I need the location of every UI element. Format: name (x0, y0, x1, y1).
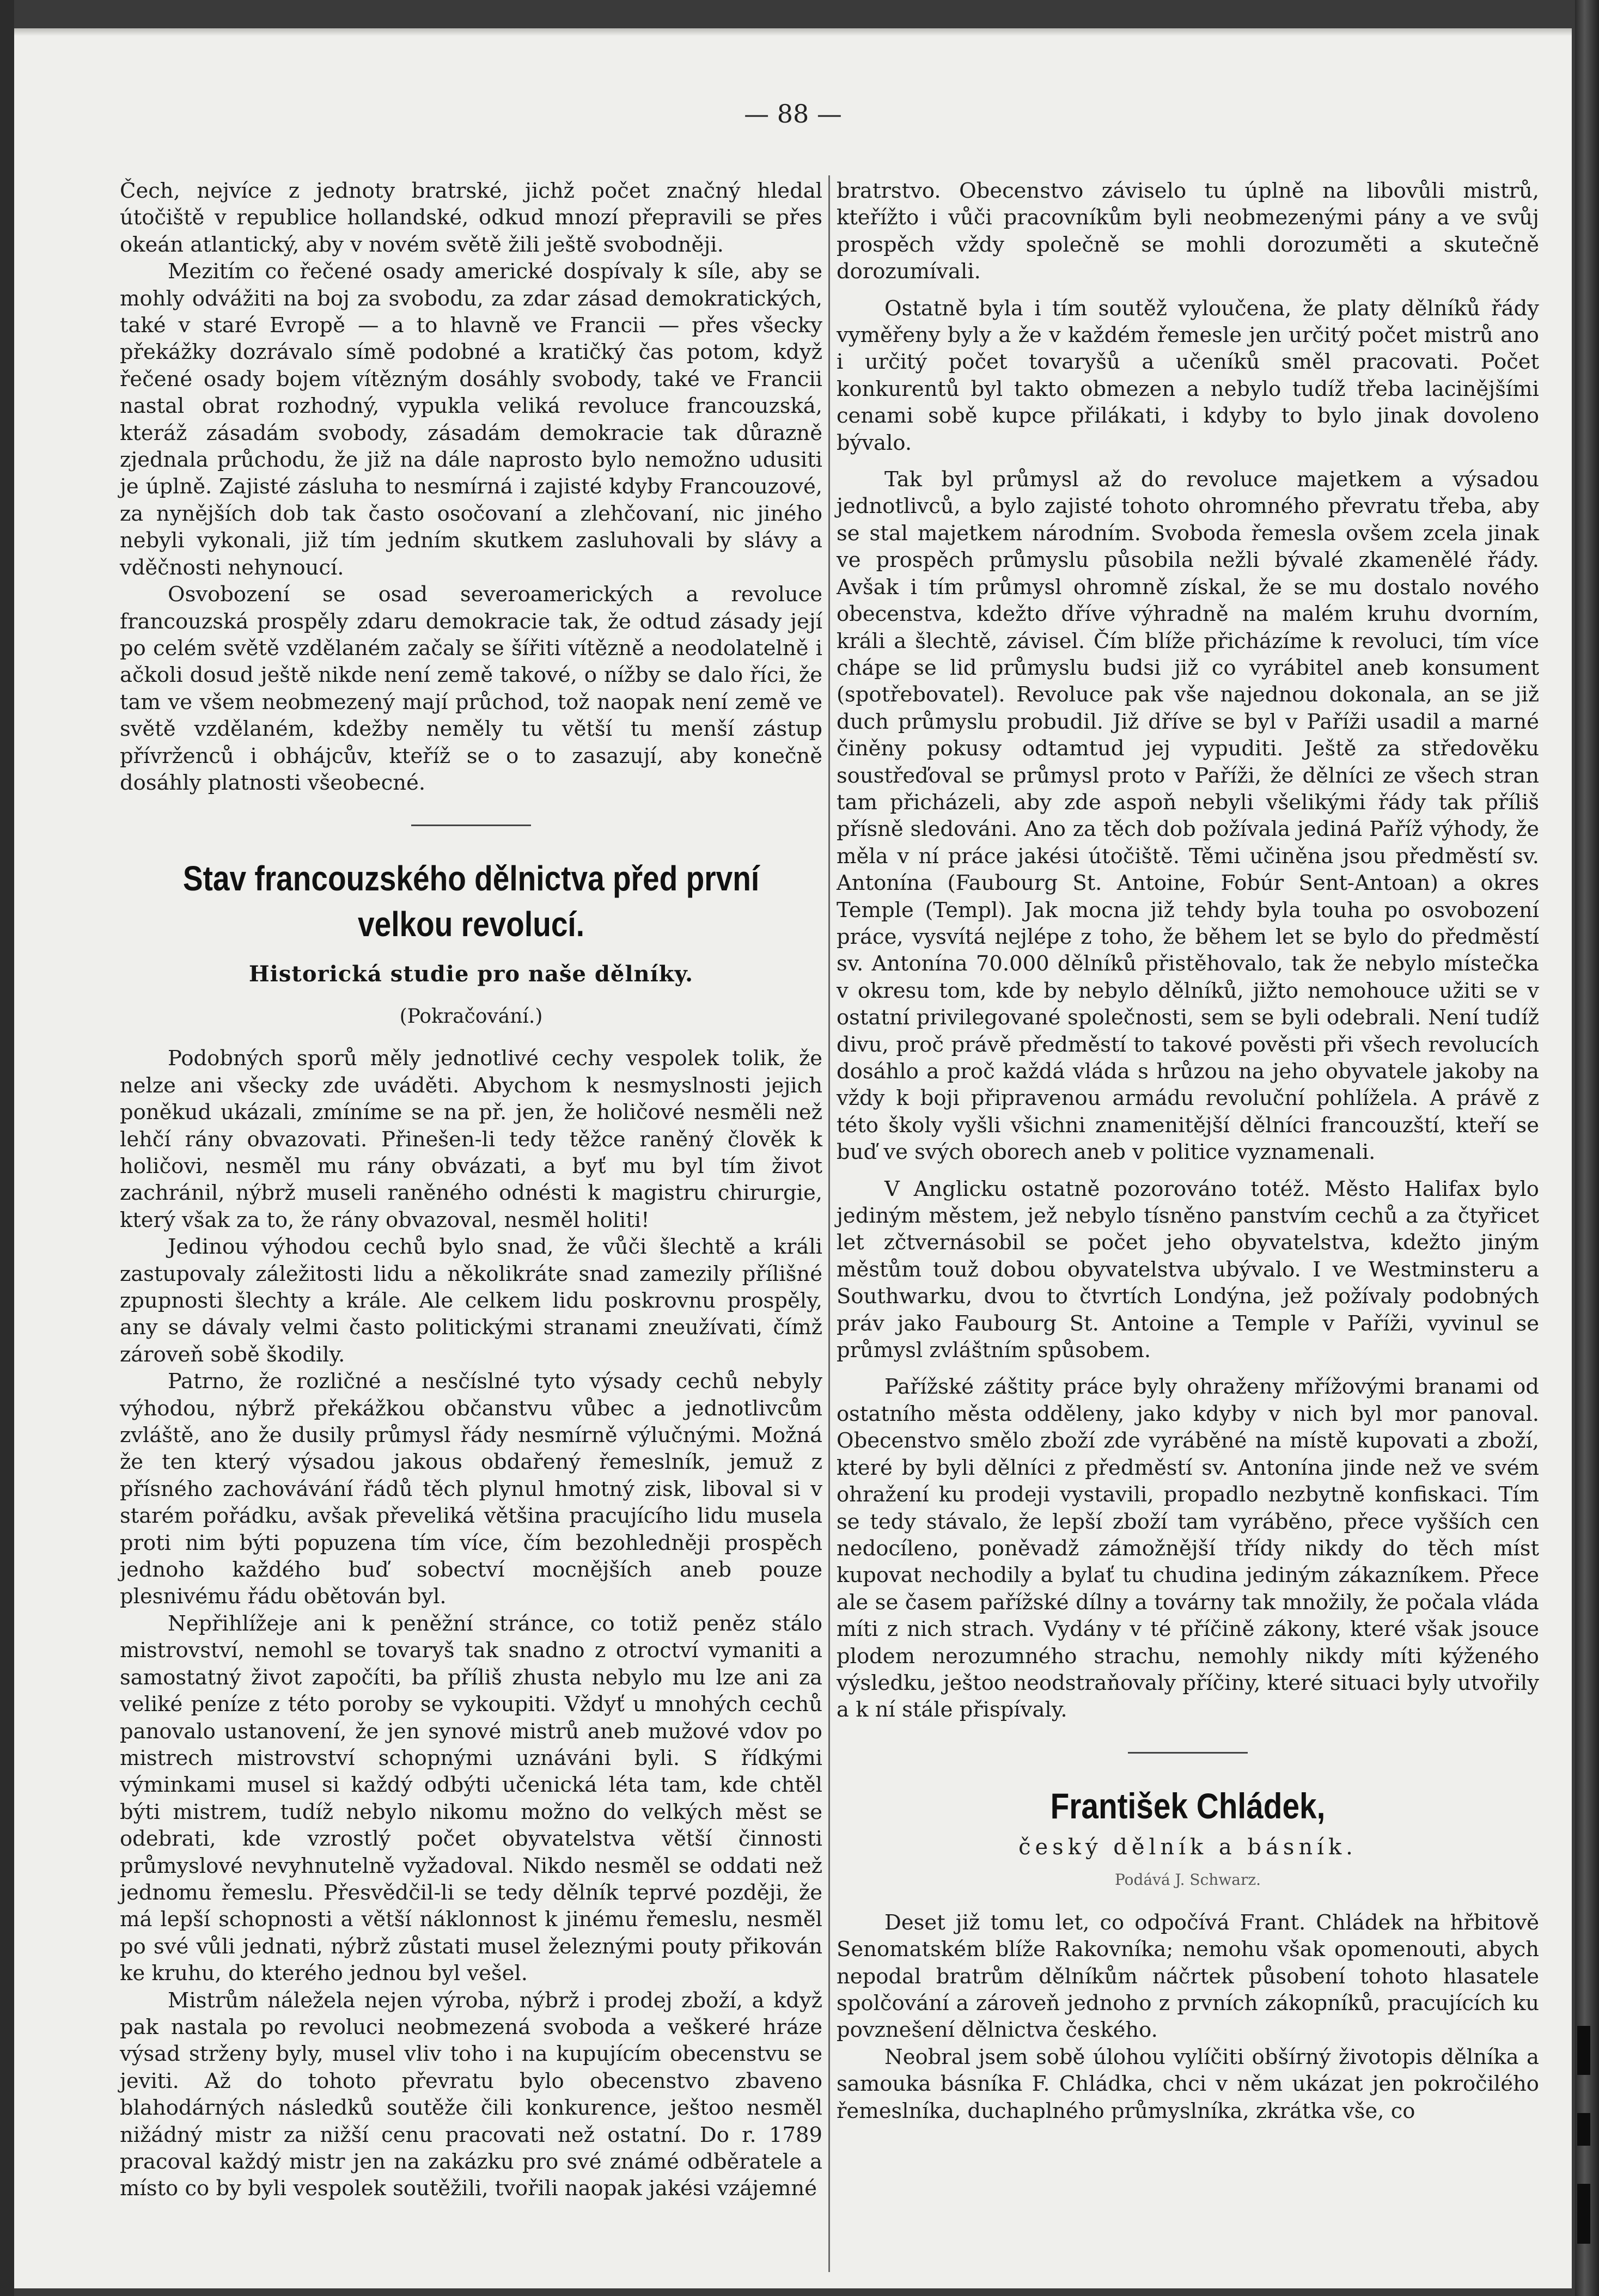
section-divider (411, 825, 531, 826)
paragraph: V Anglicku ostatně pozorováno totéž. Město Halifax bylo jediným městem, jež nebylo tísněno panstvím cechů a za čtyřicet let zčtvernásobil se počet jeho obyvatelstva, kdežto jiným městům touž dobou obyvatelstva ubývalo. I ve Westminsteru a Southwarku, dvou to čtvrtích Londýna, jež požívaly podobných práv jako Faubourg St. Antoine a Temple v Paříži, vyvinul se průmysl zvláštním spůsobem. (837, 1176, 1539, 1363)
paragraph: Nepřihlížeje ani k peněžní stránce, co totiž peněz stálo mistrovství, nemohl se tovaryš tak snadno z otroctví vymaniti a samostatný život započíti, ba příliš zhusta nebylo mu lze ani za veliké peníze z této poroby se vykoupiti. Vždyť u mnohých cechů panovalo ustanovení, že jen synové mistrů aneb mužové vdov po mistrech mistrovství schopnými uznáváni byli. S řídkými výminkami musel si každý odbýti učenická léta tam, kde chtěl býti mistrem, tudíž nebylo nikomu možno do velkých měst se odebrati, kde vzrostlý počet obyvatelstva větší činnosti průmyslové nevyhnutelně vyžadoval. Nikdo nesměl se oddati než jednomu řemeslu. Přesvědčil-li se tedy dělník teprvé později, že má lepší schopnosti a větší náklonnost k jinému řemeslu, nesměl po své vůli jednati, nýbrž zůstati musel železnými pouty přikován ke kruhu, do kterého jednou byl vešel. (120, 1611, 822, 1986)
paragraph: Osvobození se osad severoamerických a revoluce francouzská prospěly zdaru demokracie tak, že odtud zásady její po celém světě vzdělaném začaly se šířiti vítězně a neodolatelně i ačkoli dosud ještě nikde není země takové, o nížby se dalo říci, že tam ve všem neobmezený mají průchod, tož naopak není země ve světě vzdělaném, kdežby neměly tu větší tu menší zástup přívrženců i obhájcův, kteříž se o to zasazují, aby konečně dosáhly platnosti všeobecné. (120, 582, 822, 795)
article-title: František Chládek, (1050, 1785, 1326, 1826)
column-divider (828, 175, 830, 2272)
right-column (837, 178, 1539, 2124)
section-divider (1128, 1752, 1248, 1754)
paragraph: Tak byl průmysl až do revoluce majetkem a výsadou jednotlivců, a bylo zajisté tohoto ohromného převratu třeba, aby se stal majetkem národním. Svoboda řemesla ovšem zcela jinak ve prospěch průmyslu působila nežli bývalé zkamenělé řády. Avšak i tím průmysl ohromně získal, že se mu dostalo nového obecenstva, kdežto dříve výhradně na malém kruhu dvorním, králi a šlechtě, závisel. Čím blíže přicházíme k revoluci, tím více chápe se lid průmyslu budsi již co vyrábitel aneb konsument (spotřebovatel). Revoluce pak vše najednou dokonala, an se již duch průmyslu probudil. Již dříve se byl v Paříži usadil a marné činěny pokusy odtamtud jej vypuditi. Ještě za středověku soustřeďoval se průmysl proto v Paříži, že dělníci ze všech stran tam přicházeli, aby zde aspoň nebyli všelikými řády tak příliš přísně sledováni. Ano za těch dob požívala jediná Paříž výhody, že měla v ní práce jakési útočiště. Těmi učiněna jsou předměstí sv. Antonína (Faubourg St. Antoine, Fobúr Sent-Antoan) a okres Temple (Templ). Jak mocna již tehdy byla touha po osvobození práce, vysvítá nejlépe z toho, že během let se bylo do předměstí sv. Antonína 70.000 dělníků přistěhovalo, tak že nebylo místečka v okresu tom, kde by nebylo dělníků, jižto nemohouce užiti se v ostatní privilegované společnosti, sem se byli odebrali. Není tudíž divu, proč právě předměstí to takové pověsti při všech revolucích dosáhlo a proč každá vláda s hrůzou na jeho obyvatele jakoby na vždy k boji připravenou armádu revoluční pohlížela. A právě z této školy vyšli všichni znamenitější dělníci francouzští, kteří se buď ve svých oborech aneb v politice vyznamenali. (837, 467, 1539, 1165)
paragraph: Pařížské záštity práce byly ohraženy mřížovými branami od ostatního města odděleny, jako kdyby v nich byl mor panoval. Obecenstvo smělo zboží zde vyráběné na místě kupovati a zboží, které by byli dělníci z předměstí sv. Antonína jinde než ve svém ohražení ku prodeji vystavili, propadlo nezbytně konfiskaci. Tím se tedy stávalo, že lepší zboží tam vyráběno, přece vyšších cen nedocíleno, poněvadž zámožnější třídy nikdy do těch míst kupovat nechodily a bylať tu chudina jediným zákazníkem. Přece ale se časem pařížské dílny a továrny tak množily, že počala vláda míti z nich strach. Vydány v té příčině zákony, které však jsouce plodem nerozumného strachu, nemohly nikdy míti kýženého výsledku, ještoo neodstraňovaly příčiny, které situaci byly utvořily a k ní stále přispívaly. (837, 1375, 1539, 1723)
paragraph: Čech, nejvíce z jednoty bratrské, jichž počet značný hledal útočiště v republice hollandské, odkud mnozí přepravili se přes okeán atlantický, aby v novém světě žili ještě svobodněji. (120, 179, 822, 257)
paragraph: Patrno, že rozličné a nesčíslné tyto výsady cechů nebyly výhodou, nýbrž překážkou občanstvu vůbec a jednotlivcům zvláště, ano že dusily průmysl řády nesmírně výlučnými. Možná že ten který výsadou jakous obdařený řemeslník, jemuž z přísného zachovávání řádů těch plynul hmotný zisk, liboval si v starém pořádku, avšak převeliká většina pracujícího lidu musela proti nim býti popuzena tím více, čím bezohledněji prospěch jednoho každého buď sobectví mocnějších aneb pouze plesnivému řádu obětován byl. (120, 1369, 822, 1609)
paragraph: bratrstvo. Obecenstvo záviselo tu úplně na libovůli mistrů, kteřížto i vůči pracovníkům byli neobmezenými pány a ve svůj prospěch vždy společně se mohli dorozuměti a skutečně dorozumívali. (837, 179, 1539, 284)
article-subtitle: český dělník a básník. (1018, 1834, 1357, 1860)
scan-right-edge (1575, 0, 1599, 2296)
scan-mark (1577, 2184, 1590, 2244)
article-subtitle: Historická studie pro naše dělníky. (248, 961, 694, 987)
paragraph: Mezitím co řečené osady americké dospívaly k síle, aby se mohly odvážiti na boj za svobodu, za zdar zásad demokratických, také v staré Evropě — a to hlavně ve Francii — přes všecky překážky dozrávalo símě podobné a kratičký čas potom, když řečené osady bojem vítězným dosáhly svobody, také ve Francii nastal obrat rozhodný, vypukla veliká revoluce francouzská, kteráž zásadám svobody, zásadám demokracie tak důrazně zjednala průchodu, že již na dále naprosto bylo nemožno udusiti je úplně. Zajisté zásluha to nesmírná i zajisté kdyby Francouzové, za nynějších dob tak často osočovaní a zlehčovaní, nic jiného nebyli vykonali, již tím jedním skutkem zasluhovali by slávy a vděčnosti nehynoucí. (120, 259, 822, 580)
paragraph: Deset již tomu let, co odpočívá Frant. Chládek na hřbitově Senomatském blíže Rakovníka; nemohu však opomenouti, abych nepodal bratrům dělníkům náčrtek působení tohoto hlasatele spolčování a zároveň jednoho z prvních zákopníků, pracujících ku povznešení dělnictva českého. (837, 1910, 1539, 2043)
scan-mark (1577, 2026, 1590, 2075)
scan-mark (1577, 2113, 1590, 2146)
article-byline: Podává J. Schwarz. (1114, 1870, 1261, 1889)
paragraph: Jedinou výhodou cechů bylo snad, že vůči šlechtě a králi zastupovaly záležitosti lidu a několikráte snad zamezily přílišné zpupnosti šlechty a krále. Ale celkem lidu poskrovnu prospěly, any se dávaly velmi často politickými stranami zneužívati, čímž zároveň sobě škodily. (120, 1235, 822, 1367)
page-number: — 88 — (744, 99, 842, 129)
paragraph: Podobných sporů měly jednotlivé cechy vespolek tolik, že nelze ani všecky zde uváděti. Abychom k nesmyslnosti jejich poněkud ukázali, zmíníme se na př. jen, že holičové nesměli než lehčí rány obvazovati. Přinešen-li tedy těžce raněný člověk k holičovi, nesměl mu rány obvázati, a byť mu byl tím život zachránil, nýbrž museli raněného odnésti k magistru chirurgie, který však za to, že rány obvazoval, nesměl holiti! (120, 1046, 822, 1232)
paragraph: Mistrům náležela nejen výroba, nýbrž i prodej zboží, a když pak nastala po revoluci neobmezená svoboda a veškeré hráze výsad strženy byly, musel vliv toho i na kupujícím obecenstvu se jeviti. Až do tohoto převratu bylo obecenstvo zbaveno blahodárných následků soutěže čili konkurence, ještoo nesměl nižádný mistr za nižší cenu pracovati než ostatní. Do r. 1789 pracoval každý mistr jen na zakázku pro své známé odběratele a místo co by byli vespolek soutěžili, tvořili naopak jakési vzájemné (120, 1988, 822, 2201)
article-title: Stav francouzského dělnictva před první velkou revolucí. (182, 859, 760, 944)
continuation-note: (Pokračování.) (399, 1005, 543, 1028)
left-column (120, 178, 822, 2202)
newspaper-page (14, 28, 1572, 2288)
paragraph: Neobral jsem sobě úlohou vylíčiti obšírný životopis dělníka a samouka básníka F. Chládka, chci v něm ukázat jen pokročilého řemeslníka, duchaplného průmyslníka, zkrátka vše, co (837, 2044, 1539, 2123)
scan-left-edge (0, 0, 14, 2296)
paragraph: Ostatně byla i tím soutěž vyloučena, že platy dělníků řády vyměřeny byly a že v každém řemesle jen určitý počet mistrů ano i určitý počet tovaryšů a učeníků směl pracovati. Počet konkurentů byl takto obmezen a nebylo tudíž třeba lacinějšími cenami sobě kupce přilákati, i kdyby to bylo jinak dovoleno bývalo. (837, 296, 1539, 455)
